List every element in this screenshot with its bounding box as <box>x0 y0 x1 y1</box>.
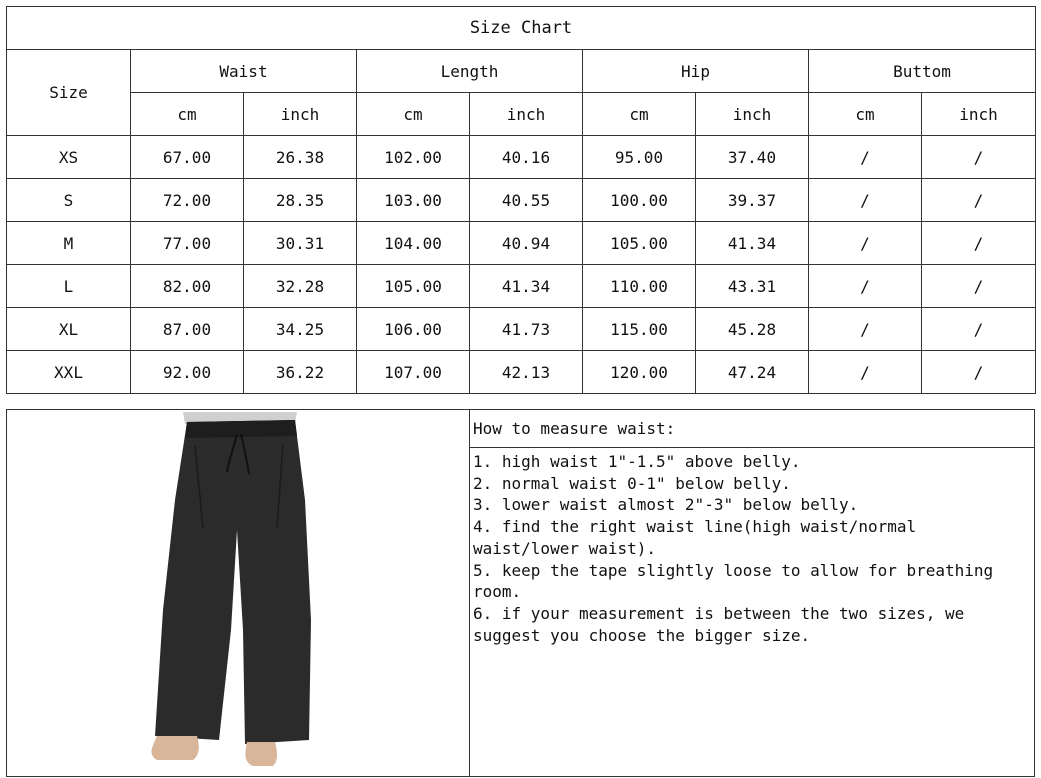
guide-body <box>470 448 1034 649</box>
table-cell: 47.24 <box>696 351 809 394</box>
pants-shape <box>155 420 311 744</box>
table-cell: 36.22 <box>244 351 357 394</box>
table-cell: / <box>922 222 1036 265</box>
unit-header: cm <box>131 93 244 136</box>
guide-line: waist/lower waist). <box>473 538 657 558</box>
table-cell: 102.00 <box>357 136 470 179</box>
table-cell: 115.00 <box>583 308 696 351</box>
size-label: XS <box>7 136 131 179</box>
guide-line: suggest you choose the bigger size. <box>473 625 811 645</box>
table-row <box>7 136 1036 179</box>
table-cell: 30.31 <box>244 222 357 265</box>
table-cell: 43.31 <box>696 265 809 308</box>
size-label: XL <box>7 308 131 351</box>
table-cell: / <box>809 308 922 351</box>
table-cell: 45.28 <box>696 308 809 351</box>
table-cell: 40.94 <box>470 222 583 265</box>
table-cell: 77.00 <box>131 222 244 265</box>
size-label: M <box>7 222 131 265</box>
unit-header: cm <box>583 93 696 136</box>
measure-guide-panel <box>6 409 1035 777</box>
table-cell: 110.00 <box>583 265 696 308</box>
table-cell: / <box>922 136 1036 179</box>
table-cell: 106.00 <box>357 308 470 351</box>
table-cell: 28.35 <box>244 179 357 222</box>
unit-header: cm <box>809 93 922 136</box>
table-cell: / <box>922 351 1036 394</box>
guide-line: 6. if your measurement is between the two sizes, we <box>473 603 965 623</box>
table-cell: 40.16 <box>470 136 583 179</box>
unit-header: inch <box>696 93 809 136</box>
pants-photo <box>7 410 470 776</box>
table-cell: / <box>809 222 922 265</box>
right-foot <box>245 742 277 766</box>
left-foot <box>152 736 199 760</box>
size-label: XXL <box>7 351 131 394</box>
guide-line: 2. normal waist 0-1" below belly. <box>473 473 791 493</box>
table-row <box>7 308 1036 351</box>
size-column-header: Size <box>7 50 131 136</box>
table-cell: 82.00 <box>131 265 244 308</box>
table-cell: 41.34 <box>696 222 809 265</box>
unit-header: inch <box>470 93 583 136</box>
group-header-length: Length <box>357 50 583 93</box>
table-cell: / <box>809 136 922 179</box>
group-header-waist: Waist <box>131 50 357 93</box>
guide-line: room. <box>473 582 522 602</box>
table-row <box>7 265 1036 308</box>
table-row <box>7 351 1036 394</box>
table-row <box>7 179 1036 222</box>
table-cell: 92.00 <box>131 351 244 394</box>
table-cell: 32.28 <box>244 265 357 308</box>
table-cell: 72.00 <box>131 179 244 222</box>
guide-line: 3. lower waist almost 2"-3" below belly. <box>473 495 859 515</box>
table-cell: / <box>809 265 922 308</box>
table-cell: 105.00 <box>583 222 696 265</box>
unit-row <box>7 93 1036 136</box>
table-cell: 41.73 <box>470 308 583 351</box>
table-cell: 107.00 <box>357 351 470 394</box>
table-cell: / <box>922 179 1036 222</box>
guide-line: 4. find the right waist line(high waist/normal <box>473 517 917 537</box>
guide-title: How to measure waist: <box>470 410 1034 448</box>
table-cell: 34.25 <box>244 308 357 351</box>
guide-line: 5. keep the tape slightly loose to allow for breathing <box>473 560 994 580</box>
measure-instructions <box>470 410 1034 776</box>
group-header-buttom: Buttom <box>809 50 1036 93</box>
size-label: S <box>7 179 131 222</box>
table-cell: 100.00 <box>583 179 696 222</box>
table-cell: 40.55 <box>470 179 583 222</box>
size-chart-table <box>6 6 1036 394</box>
unit-header: inch <box>244 93 357 136</box>
table-cell: / <box>809 351 922 394</box>
table-cell: / <box>922 308 1036 351</box>
table-cell: 104.00 <box>357 222 470 265</box>
table-cell: 37.40 <box>696 136 809 179</box>
table-cell: 103.00 <box>357 179 470 222</box>
table-cell: 95.00 <box>583 136 696 179</box>
table-cell: 120.00 <box>583 351 696 394</box>
table-cell: / <box>809 179 922 222</box>
table-cell: 42.13 <box>470 351 583 394</box>
pants-illustration <box>7 410 469 776</box>
table-cell: 67.00 <box>131 136 244 179</box>
size-label: L <box>7 265 131 308</box>
group-header-hip: Hip <box>583 50 809 93</box>
guide-line: 1. high waist 1"-1.5" above belly. <box>473 452 801 471</box>
table-cell: 105.00 <box>357 265 470 308</box>
table-cell: / <box>922 265 1036 308</box>
table-title: Size Chart <box>7 7 1036 50</box>
table-cell: 87.00 <box>131 308 244 351</box>
unit-header: cm <box>357 93 470 136</box>
unit-header: inch <box>922 93 1036 136</box>
table-cell: 41.34 <box>470 265 583 308</box>
table-cell: 39.37 <box>696 179 809 222</box>
table-cell: 26.38 <box>244 136 357 179</box>
table-row <box>7 222 1036 265</box>
